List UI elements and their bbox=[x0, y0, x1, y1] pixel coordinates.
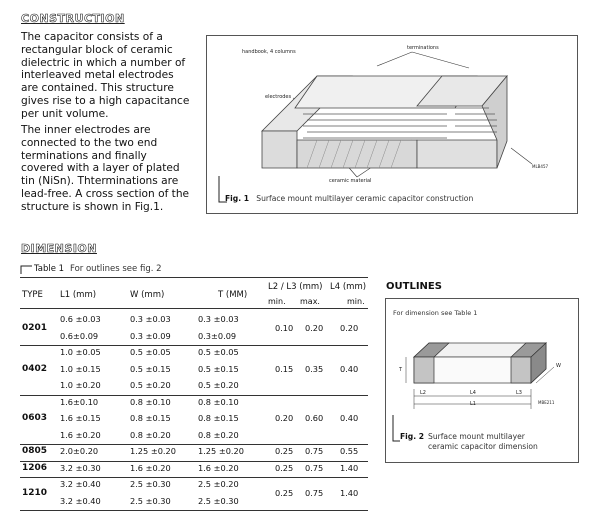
table-row-divider bbox=[20, 395, 368, 396]
fig1-handbook-label: handbook, 4 columns bbox=[242, 49, 296, 55]
header-min: min. bbox=[268, 297, 286, 306]
type-value: 0805 bbox=[22, 446, 48, 457]
type-value: 0201 bbox=[22, 322, 48, 333]
fig2-caption-line-1: Surface mount multilayer bbox=[428, 432, 525, 441]
header-l4: L4 (mm) bbox=[330, 282, 367, 292]
w-value: 1.25 ±0.20 bbox=[130, 446, 176, 456]
table-row-divider bbox=[20, 461, 368, 462]
fig2-code-label: MBE211 bbox=[538, 400, 555, 405]
l1-value: 3.2 ±0.40 bbox=[60, 495, 101, 506]
dim-l1-label: L1 bbox=[470, 401, 476, 407]
table-note: For outlines see fig. 2 bbox=[70, 264, 162, 274]
t-value: 0.5 ±0.20 bbox=[198, 380, 239, 390]
outlines-heading: OUTLINES bbox=[386, 281, 442, 292]
fig2-caption-line-2: ceramic capacitor dimension bbox=[428, 442, 538, 451]
type-value: 0402 bbox=[22, 363, 48, 374]
w-value: 1.6 ±0.20 bbox=[130, 462, 171, 473]
t-value: 0.8 ±0.15 bbox=[198, 413, 239, 423]
type-value: 0603 bbox=[22, 413, 48, 424]
table-row-divider bbox=[20, 345, 368, 346]
type-value: 1210 bbox=[22, 487, 48, 498]
t-value: 1.6 ±0.20 bbox=[198, 462, 239, 473]
w-value: 2.5 ±0.30 bbox=[130, 495, 171, 506]
capacitor-cross-section-illustration bbox=[207, 36, 577, 213]
dim-l3-label: L3 bbox=[516, 390, 522, 396]
type-value: 1206 bbox=[22, 462, 48, 473]
construction-paragraph-1: The capacitor consists of a rectangular block of ceramic dielectric in which a number of interleaved metal electrodes are contained. This structure gives rise to a high capacitance per unit volume. bbox=[21, 31, 190, 120]
table-row-divider bbox=[20, 477, 368, 478]
t-value: 2.5 ±0.30 bbox=[198, 495, 239, 506]
construction-heading: CONSTRUCTION bbox=[21, 12, 125, 25]
dim-w-label: W bbox=[556, 363, 561, 369]
header-t: T (MM) bbox=[218, 290, 248, 300]
w-value: 0.5 ±0.20 bbox=[130, 380, 171, 390]
dim-l4-label: L4 bbox=[470, 390, 476, 396]
l1-value: 0.6 ±0.03 bbox=[60, 314, 101, 324]
l4-min-value: 1.40 bbox=[340, 487, 359, 498]
l4-min-value: 0.40 bbox=[340, 363, 359, 374]
l4-min-value: 0.20 bbox=[340, 322, 359, 333]
t-value: 2.5 ±0.20 bbox=[198, 479, 239, 489]
t-value: 0.5 ±0.15 bbox=[198, 363, 239, 374]
l23-max-value: 0.75 bbox=[305, 446, 324, 457]
t-value: 0.3 ±0.03 bbox=[198, 314, 239, 324]
fig2-caption-number: Fig. 2 bbox=[400, 432, 425, 441]
construction-paragraph-2: The inner electrodes are connected to the two end terminations and finally covered with a layer of plated tin (NiSn). Thterminations are lead-free. A cross section of the structure is shown in Fig.1. bbox=[21, 124, 190, 213]
w-value: 0.8 ±0.10 bbox=[130, 396, 171, 407]
l1-value: 1.6 ±0.20 bbox=[60, 429, 101, 440]
l23-min-value: 0.15 bbox=[275, 363, 294, 374]
l23-max-value: 0.35 bbox=[305, 363, 324, 374]
l23-max-value: 0.20 bbox=[305, 322, 324, 333]
fig1-caption-text: Surface mount multilayer ceramic capacitor construction bbox=[256, 194, 474, 203]
outlines-note: For dimension see Table 1 bbox=[393, 309, 478, 317]
header-max: max. bbox=[300, 297, 320, 306]
dimension-table bbox=[20, 277, 368, 517]
figure-2-box bbox=[385, 298, 579, 463]
header-min-l4: min. bbox=[347, 297, 365, 306]
l23-min-value: 0.25 bbox=[275, 487, 294, 498]
header-w: W (mm) bbox=[130, 290, 165, 300]
w-value: 0.8 ±0.20 bbox=[130, 429, 171, 440]
l1-value: 1.6 ±0.15 bbox=[60, 413, 101, 423]
header-l1: L1 (mm) bbox=[60, 290, 97, 300]
l4-min-value: 0.40 bbox=[340, 413, 359, 424]
l1-value: 2.0±0.20 bbox=[60, 446, 99, 456]
t-value: 0.8 ±0.20 bbox=[198, 429, 239, 440]
w-value: 0.5 ±0.05 bbox=[130, 347, 171, 357]
dim-t-label: T bbox=[399, 367, 403, 373]
figure-1-box bbox=[206, 35, 578, 214]
w-value: 2.5 ±0.30 bbox=[130, 479, 171, 489]
table-row-divider bbox=[20, 444, 368, 445]
w-value: 0.3 ±0.03 bbox=[130, 314, 171, 324]
l1-value: 1.0 ±0.20 bbox=[60, 380, 101, 390]
header-type: TYPE bbox=[22, 290, 43, 300]
l4-min-value: 1.40 bbox=[340, 462, 359, 473]
l23-min-value: 0.25 bbox=[275, 446, 294, 457]
header-l23: L2 / L3 (mm) bbox=[268, 282, 323, 292]
fig1-terminations-label: terminations bbox=[407, 45, 439, 51]
l1-value: 0.6±0.09 bbox=[60, 330, 99, 341]
fig1-electrodes-label: electrodes bbox=[265, 94, 292, 100]
dim-l2-label: L2 bbox=[420, 390, 426, 396]
l1-value: 3.2 ±0.40 bbox=[60, 479, 101, 489]
fig1-caption-number: Fig. 1 bbox=[225, 194, 250, 203]
w-value: 0.5 ±0.15 bbox=[130, 363, 171, 374]
t-value: 0.8 ±0.10 bbox=[198, 396, 239, 407]
l23-min-value: 0.10 bbox=[275, 322, 294, 333]
l23-min-value: 0.20 bbox=[275, 413, 294, 424]
w-value: 0.8 ±0.15 bbox=[130, 413, 171, 423]
l1-value: 1.0 ±0.05 bbox=[60, 347, 101, 357]
l23-min-value: 0.25 bbox=[275, 462, 294, 473]
l23-max-value: 0.75 bbox=[305, 462, 324, 473]
fig1-code-label: MLB457 bbox=[532, 164, 549, 169]
l4-min-value: 0.55 bbox=[340, 446, 359, 457]
t-value: 1.25 ±0.20 bbox=[198, 446, 244, 456]
fig1-ceramic-label: ceramic material bbox=[329, 178, 372, 184]
l23-max-value: 0.75 bbox=[305, 487, 324, 498]
l1-value: 1.6±0.10 bbox=[60, 396, 99, 407]
l1-value: 1.0 ±0.15 bbox=[60, 363, 101, 374]
l1-value: 3.2 ±0.30 bbox=[60, 462, 101, 473]
l23-max-value: 0.60 bbox=[305, 413, 324, 424]
dimension-heading: DIMENSION bbox=[21, 242, 97, 255]
w-value: 0.3 ±0.09 bbox=[130, 330, 171, 341]
t-value: 0.5 ±0.05 bbox=[198, 347, 239, 357]
table-row-divider bbox=[20, 510, 368, 511]
t-value: 0.3±0.09 bbox=[198, 330, 237, 341]
table-number: Table 1 bbox=[34, 264, 65, 274]
fig1-caption bbox=[225, 194, 473, 203]
